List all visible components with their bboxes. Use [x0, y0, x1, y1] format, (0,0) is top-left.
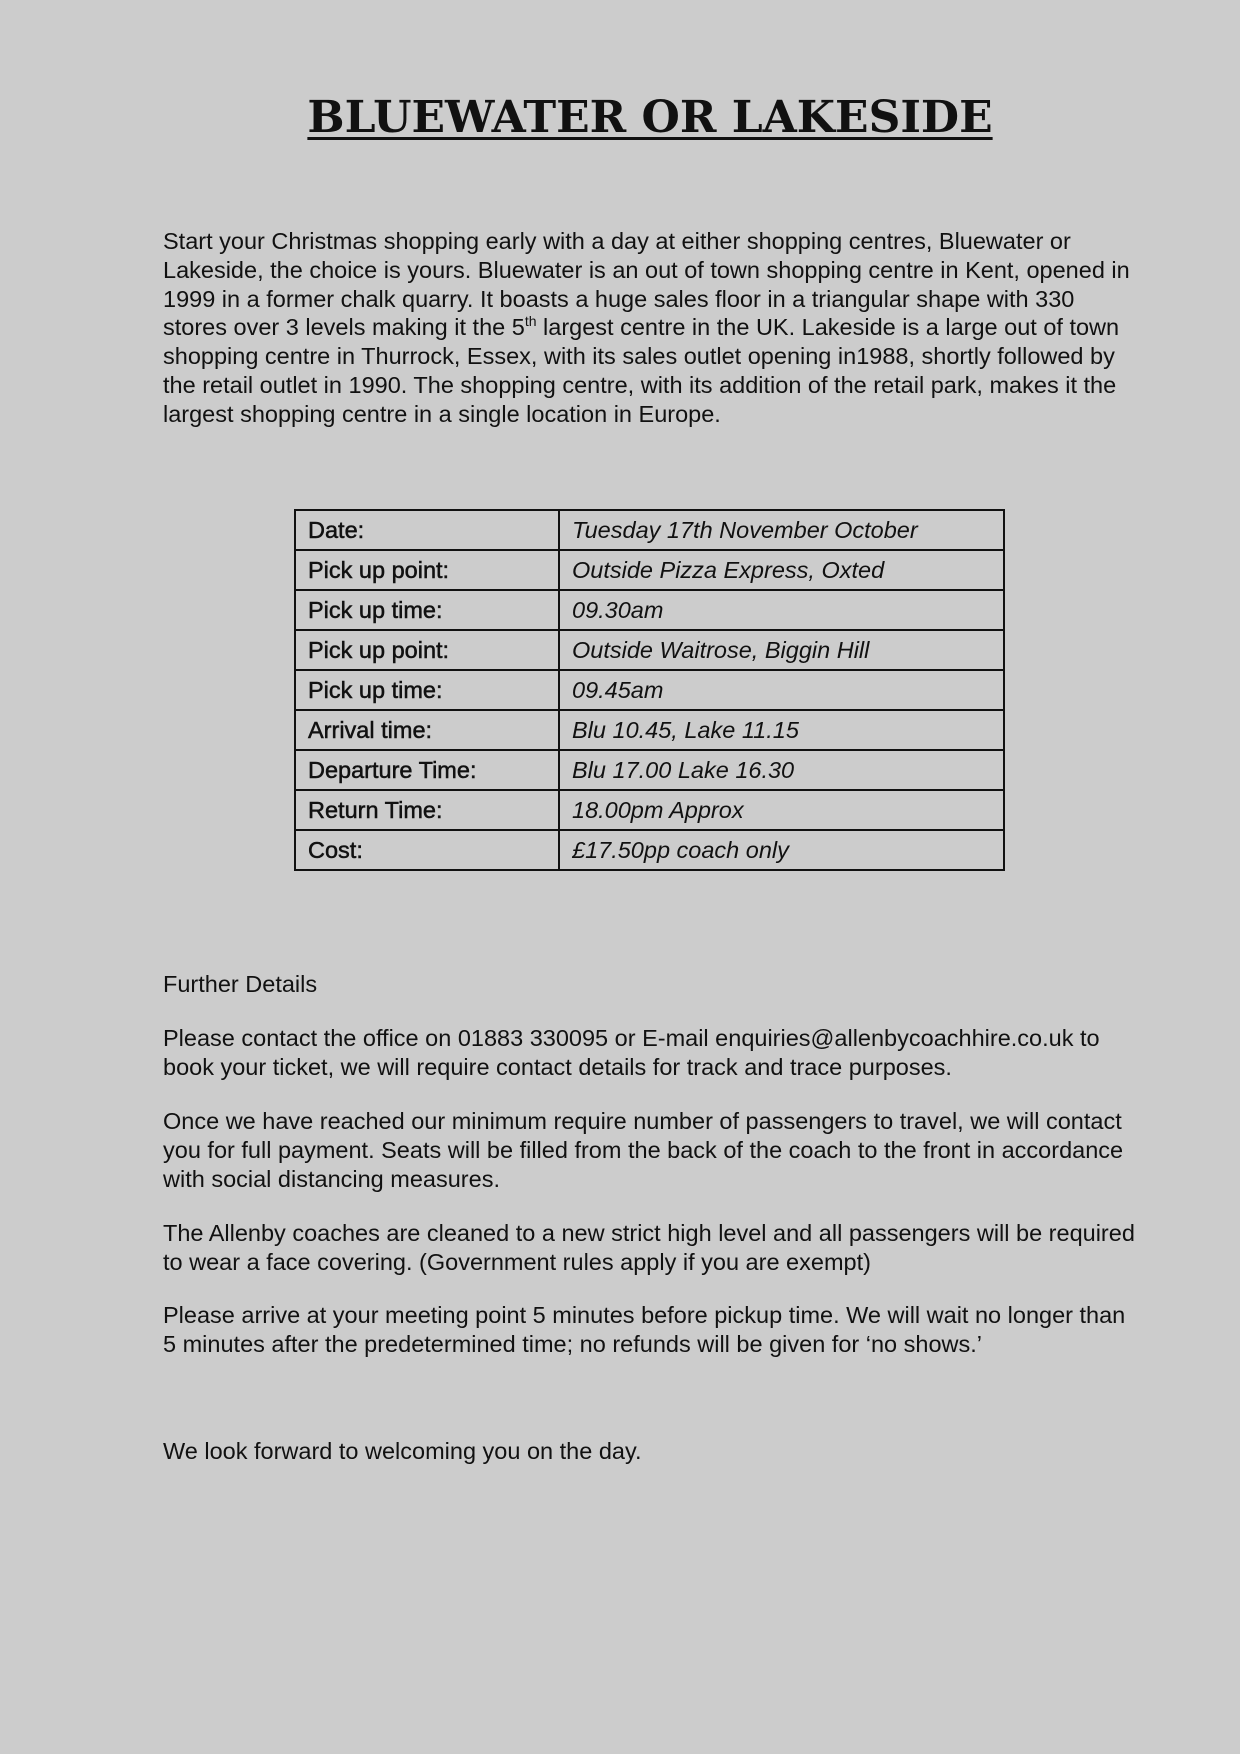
row-label: Return Time:: [295, 790, 559, 830]
intro-text-start: Start your Christmas shopping early with a day at either shopping centres, Bluewater or Lakeside, the choice is yours. Bluewater is an out of town shopping centre in Kent, opened in 1999 in a former chalk quarry. It boasts a huge sales floor in a triangular shape with 330 stores over 3 levels making it the 5: [163, 228, 1130, 341]
further-details-heading: Further Details: [163, 971, 318, 997]
row-value: 09.45am: [559, 670, 1004, 710]
intro-text-end: largest centre in the UK. Lakeside is a large out of town shopping centre in Thurrock, Essex, with its sales outlet opening in1988, shortly followed by the retail outlet in 1990. The shopping centre, with its addition of the retail park, makes it the largest shopping centre in a single location in Europe.: [163, 314, 1120, 427]
intro-superscript: th: [524, 313, 537, 330]
row-value: £17.50pp coach only: [559, 830, 1004, 870]
payment-paragraph: Once we have reached our minimum require number of passengers to travel, we will contact you for full payment. Seats will be filled from the back of the coach to the front in accordance with social distancing measures.: [163, 1108, 1124, 1192]
row-value: 09.30am: [559, 590, 1004, 630]
row-label: Arrival time:: [295, 710, 559, 750]
booking-paragraph: Please contact the office on 01883 330095 or E-mail enquiries@allenbycoachhire.co.uk to book your ticket, we will require contact details for track and trace purposes.: [163, 1025, 1100, 1080]
arrival-paragraph: Please arrive at your meeting point 5 minutes before pickup time. We will wait no longer than 5 minutes after the predetermined time; no refunds will be given for ‘no shows.’: [163, 1302, 1126, 1357]
row-value: Blu 17.00 Lake 16.30: [559, 750, 1004, 790]
row-label: Departure Time:: [295, 750, 559, 790]
cleaning-paragraph: The Allenby coaches are cleaned to a new strict high level and all passengers will be required to wear a face covering. (Government rules apply if you are exempt): [163, 1220, 1135, 1275]
table-row: [295, 790, 1004, 830]
row-label: Pick up time:: [295, 670, 559, 710]
row-value: Outside Waitrose, Biggin Hill: [559, 630, 1004, 670]
table-row: [295, 710, 1004, 750]
trip-details-table: [294, 509, 1005, 871]
row-value: Blu 10.45, Lake 11.15: [559, 710, 1004, 750]
row-label: Date:: [295, 510, 559, 550]
row-value: Tuesday 17th November October: [559, 510, 1004, 550]
row-label: Pick up point:: [295, 550, 559, 590]
table-row: [295, 590, 1004, 630]
table-row: [295, 670, 1004, 710]
table-row: [295, 750, 1004, 790]
row-value: 18.00pm Approx: [559, 790, 1004, 830]
table-row: [295, 630, 1004, 670]
page-title: BLUEWATER OR LAKESIDE: [307, 92, 993, 143]
closing-line: We look forward to welcoming you on the day.: [163, 1438, 642, 1464]
table-row: [295, 830, 1004, 870]
table-row: [295, 510, 1004, 550]
table-row: [295, 550, 1004, 590]
row-label: Pick up point:: [295, 630, 559, 670]
row-value: Outside Pizza Express, Oxted: [559, 550, 1004, 590]
intro-paragraph: [163, 227, 1138, 429]
row-label: Cost:: [295, 830, 559, 870]
row-label: Pick up time:: [295, 590, 559, 630]
